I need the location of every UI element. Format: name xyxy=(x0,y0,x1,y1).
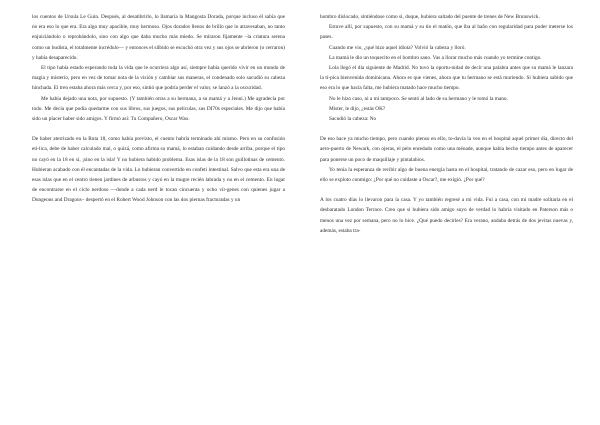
right-page-paragraph: Lola llegó el día siguiente de Madrid. No tuvo la oportu-nidad de decir una palabra antes que su mamá le lanzara la tí-pica bienvenida dominicana. Ahora es que vienes, ahora que tu hermano se está muriendo. Si hubiera sabido que eso era lo que hacía falta, me hubiera matado hace mucho tiempo. xyxy=(320,65,573,92)
section-break xyxy=(32,124,285,134)
right-page-paragraph: A los cuatro días lo llevaron para la casa. Y yo también regresé a mi vida. Fui a casa, con mi madre solitaria en el desbaratado London Terrace. Creo que si hubiera sido amigo suyo de verdad lo habría visitado en Paterson más o menos una vez por semana, pero no lo hice. ¿Qué puedo decirles? Era verano, andaba detrás de dos jevitas nuevas y, además, estaba tra- xyxy=(320,197,573,234)
left-page-paragraph: Me había dejado una nota, por supuesto. (Y también otras a su hermana, a su mamá y a Jenni.) Me agradecía por todo. Me decía que podía quedarme con sus libros, sus juegos, sus películas, sus DI70s especiales. Me dijo que había sido un placer haber sido amigos. Y firmó así: Tu Compañero, Oscar Wao. xyxy=(32,95,285,123)
section-break xyxy=(320,124,573,134)
left-page xyxy=(32,12,285,206)
right-page-paragraph: Sacudió la cabeza: No xyxy=(329,116,377,123)
section-break xyxy=(320,185,573,195)
right-page-paragraph: La mamá le dio un toquecito en el hombro sano. Vas a llorar mucho más cuando yo termine contigo. xyxy=(329,54,542,61)
right-page-paragraph: Yo tenía la esperanza de recibir algo de buena energía hasta en el hospital, tratando de cazar eso, pero en lugar de ello se exploto conmigo: ¿Por qué no cuidaste a Oscar?, me exigió. ¿Por qué? xyxy=(320,166,573,184)
right-page xyxy=(320,12,573,236)
right-page-paragraph: Cuando me vio, ¿qué hizo aquel idiota? Volvió la cabeza y lloró. xyxy=(329,44,466,51)
left-page-paragraph: De haber aterrizado en la Ruta 18, como había previsto, el cuento habría terminado ahí mismo. Pero en su confusión eti-lica, debe de haber calculado mal, o quizá, como afirma su mamá, lo estaban cuidando desde arriba, porque el tipo no cayó en la 18 en sí, ¡sino en la isla! Y no hubiera habido problema. Esas islas de la 18 son guillotinas de cemento. Hubieran acabado con él encantadas de la vida. Lo hubieran convertido en confeti intestinal. Salvo que esta era una de esas islas que en el centro tienen jardines de arbustos y cayó en la mugre recién labrada y no en el cemento. En lugar de encontrarse en el ciclo nerdoso —donde a cada nerd le tocan cincuenta y ocho vír-genes con quienes jugar a Dungeons and Dragons– despertó en el Robert Wood Johnson con las dos piernas fracturadas y un xyxy=(32,136,285,204)
right-page-paragraph: Mister, le dijo, ¿estás OK? xyxy=(329,105,386,112)
right-page-paragraph: Estuve allí, por supuesto, con su mamá y su tío el matón, que iba al baño con regularidad para poder meterse los pases. xyxy=(320,24,573,41)
right-page-paragraph: De eso hace ya mucho tiempo, pero cuando pienso en ello, to-davía la veo en el hospital aquel primer día, directo del aero-puerto de Newark, con ojeras, el pelo enredado como una ménade, aunque había hecho tiempo antes de aparecer para ponerse un poco de maquillaje y pintalabios. xyxy=(320,136,573,163)
left-page-paragraph: los cuentos de Ursula Le Guin. Después, al desatibrirlo, lo llamaría la Mangosta Dorada, porque incluso él sabía que no era eso lo que era. Era algo muy apacible, muy hermoso. Ojos dorados llenos de brillo que lo atravesaban, no tanto enjuiciándolo o reprobándolo, sino con algo que daba mucho más miedo. Se miraron fijamente –la criatura serena como un budista, el totalmente incrédulo— y entonces el silbido se escuchó otra vez y sus ojos se abrieron (o cerraron) y había desaparecido. xyxy=(32,14,285,61)
left-page-paragraph: El tipo había estado esperando toda la vida que le ocurriera algo así, siempre había querido vivir en un mundo de magia y misterio, pero en vez de tomar nota de la visión y cambiar sus maneras, el condenado solo sacudió su cabeza hinchada. El tren estaba ahora más cerca y, por eso, sintió que podría perder el valor, se lanzó a la oscuridad. xyxy=(32,65,285,92)
right-page-paragraph: No le hizo caso, ni a mí tampoco. Se sentó al lado de su hermano y le tomó la mano. xyxy=(329,95,508,102)
right-page-paragraph: hombro dislocado, sintiéndose como si, duque, hubiera saltado del puente de trenes de New Brunswick. xyxy=(320,14,540,20)
